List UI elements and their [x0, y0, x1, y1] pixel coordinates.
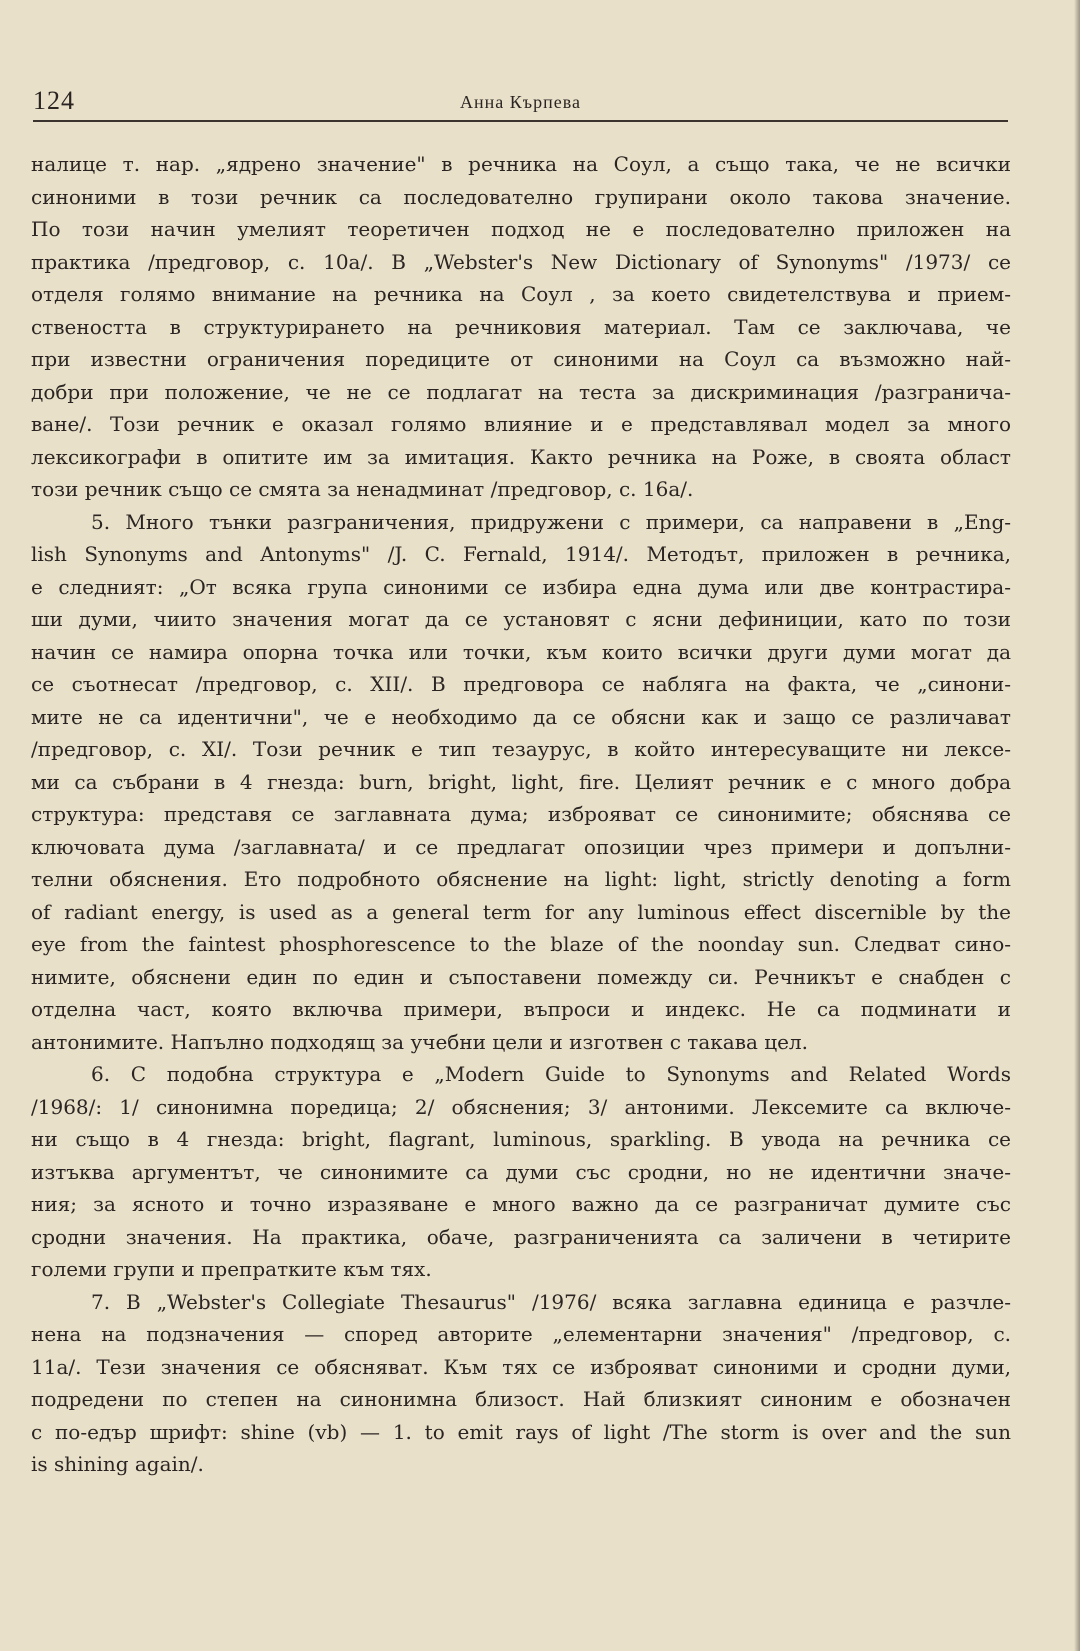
running-head: Анна Кърпева [460, 92, 581, 112]
page-header [33, 84, 1008, 122]
text-line: лексикографи в опитите им за имитация. Както речника на Роже, в своята област [31, 444, 1011, 469]
text-line: сродни значения. На практика, обаче, разграниченията са заличени в четирите [31, 1224, 1011, 1249]
text-line: ключовата дума /заглавната/ и се предлагат опозиции чрез примери и допълни- [31, 834, 1011, 859]
text-line: ши думи, чиито значения могат да се установят с ясни дефиниции, като по този [31, 607, 1011, 631]
text-line: of radiant energy, is used as a general term for any luminous effect discernible by the [31, 899, 1011, 924]
text-line: синоними в този речник са последователно групирани около такова значение. [31, 184, 1011, 209]
text-line: този речник също се смята за ненадминат /предговор, с. 16а/. [31, 477, 694, 501]
text-line: ване/. Този речник е оказал голямо влияние и е представлявал модел за много [31, 412, 1011, 436]
paragraph-7-start: 7. В „Webster's Collegiate Thesaurus" /1976/ всяка заглавна единица е разчле- [91, 1289, 1011, 1314]
text-line: нимите, обяснени един по един и съпоставени помежду си. Речникът е снабден с [31, 964, 1011, 989]
text-line: с по-едър шрифт: shine (vb) — 1. to emit rays of light /The storm is over and the sun [31, 1419, 1011, 1444]
text-line: мите не са идентични", че е необходимо да се обясни как и защо се различават [31, 704, 1011, 729]
text-line: ствеността в структурирането на речниковия материал. Там се заключава, че [31, 314, 1011, 339]
text-line: is shining again/. [31, 1452, 204, 1476]
text-line: антонимите. Напълно подходящ за учебни цели и изготвен с такава цел. [31, 1029, 808, 1054]
text-line: се съотнесат /предговор, с. XII/. В предговора се набляга на факта, че „синони- [31, 672, 1011, 696]
text-line: големи групи и препратките към тях. [31, 1257, 432, 1281]
body-text [31, 148, 1011, 1481]
text-line: ния; за ясното и точно изразяване е много важно да се разграничат думите със [31, 1192, 1011, 1216]
text-line: 11а/. Тези значения се обясняват. Към тях се изброяват синоними и сродни думи, [31, 1354, 1011, 1379]
text-line: телни обяснения. Ето подробното обяснение на light: light, strictly denoting a form [31, 867, 1011, 891]
text-line: ни също в 4 гнезда: bright, flagrant, luminous, sparkling. В увода на речника се [31, 1127, 1011, 1151]
text-line: практика /предговор, с. 10а/. В „Webster's New Dictionary of Synonyms" /1973/ се [31, 249, 1011, 274]
paragraph-6-start: 6. С подобна структура е „Modern Guide to Synonyms and Related Words [91, 1062, 1011, 1086]
text-line: ми са събрани в 4 гнезда: burn, bright, light, fire. Целият речник е с много добра [31, 769, 1011, 794]
page-edge [1074, 0, 1080, 1651]
text-line: eye from the faintest phosphorescence to the blaze of the noonday sun. Следват сино- [31, 932, 1011, 956]
text-line: lish Synonyms and Antonyms" /J. C. Fernald, 1914/. Методът, приложен в речника, [31, 542, 1011, 566]
text-line: добри при положение, че не се подлагат на теста за дискриминация /разгранича- [31, 379, 1011, 404]
paragraph-5-start: 5. Много тънки разграничения, придружени с примери, са направени в „Eng- [91, 509, 1011, 534]
text-line: /1968/: 1/ синонимна поредица; 2/ обяснения; 3/ антоними. Лексемите са включе- [31, 1094, 1011, 1119]
text-line: е следният: „От всяка група синоними се избира една дума или две контрастира- [31, 574, 1011, 599]
page-number: 124 [33, 86, 75, 115]
text-line: изтъква аргументът, че синонимите са думи със сродни, но не идентични значе- [31, 1159, 1011, 1184]
text-line: нена на подзначения — според авторите „елементарни значения" /предговор, с. [31, 1322, 1011, 1346]
text-line: структура: представя се заглавната дума; изброяват се синонимите; обяснява се [31, 802, 1011, 826]
text-line: /предговор, с. XI/. Този речник е тип тезаурус, в който интересуващите ни лексе- [31, 737, 1011, 761]
text-line: налице т. нар. „ядрено значение" в речника на Соул, а също така, че не всички [31, 152, 1011, 176]
text-line: начин се намира опорна точка или точки, към които всички други думи могат да [31, 639, 1011, 664]
text-line: отделя голямо внимание на речника на Соул , за което свидетелствува и прием- [31, 282, 1011, 306]
text-line: подредени по степен на синонимна близост. Най близкият синоним е обозначен [31, 1387, 1011, 1411]
text-line: отделна част, която включва примери, въпроси и индекс. Не са подминати и [31, 997, 1011, 1021]
text-line: при известни ограничения поредиците от синоними на Соул са възможно най- [31, 347, 1011, 371]
text-line: По този начин умелият теоретичен подход не е последователно приложен на [31, 217, 1011, 241]
